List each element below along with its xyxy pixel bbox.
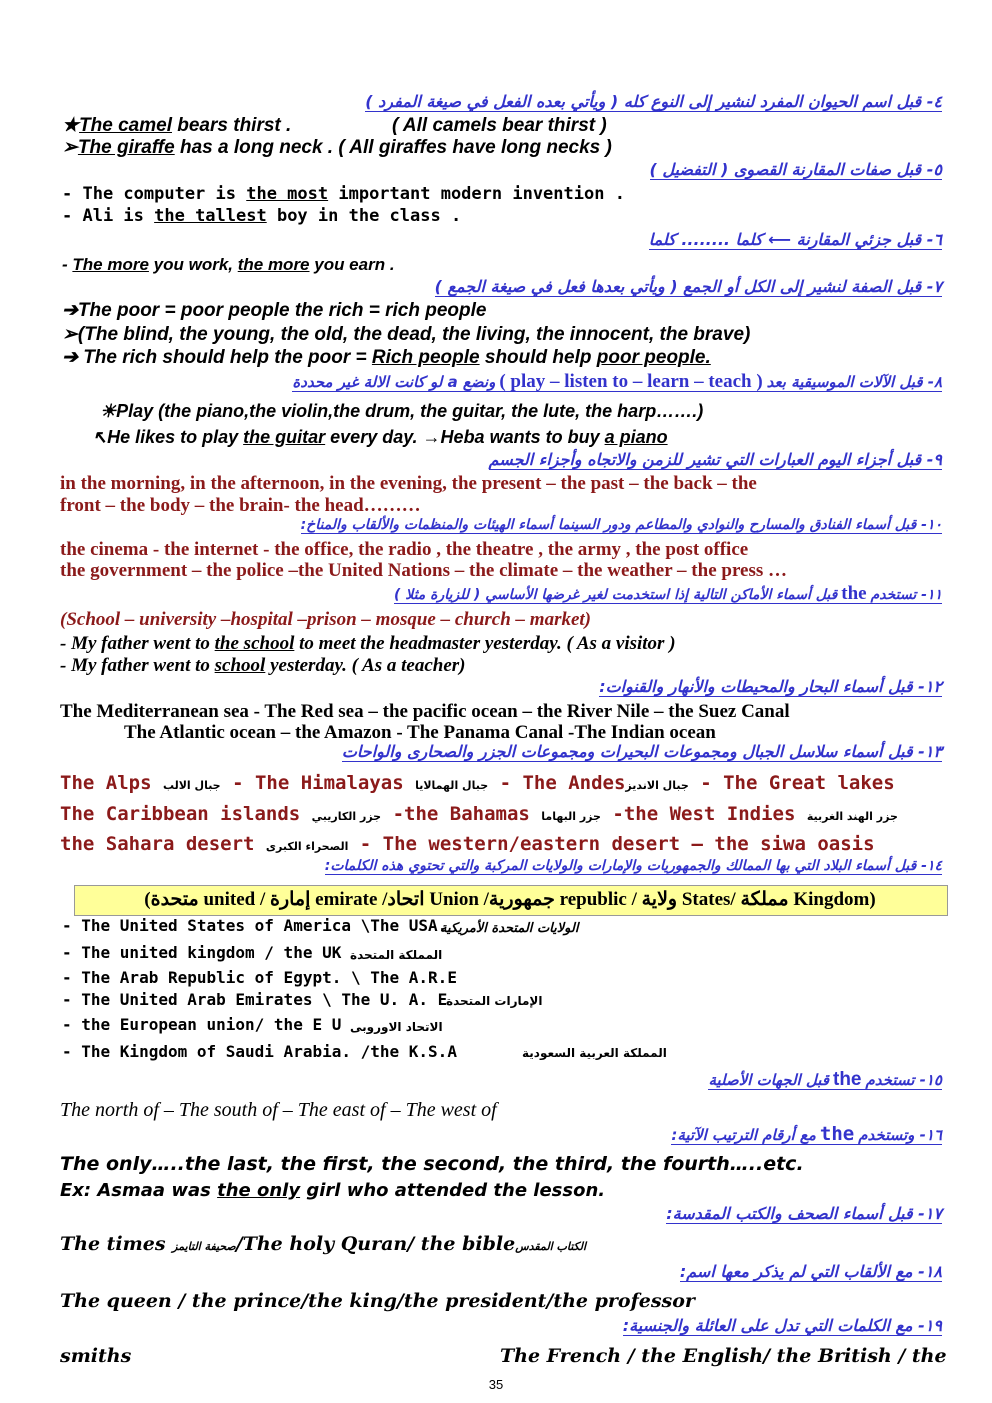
section-5-heading: ٥- قبل صفات المقارنة القصوى ( التفضيل ) [649,160,942,179]
s14-item-1-gloss: الولايات المتحدة الأمريكية [440,921,579,936]
underlined-phrase: poor people. [596,347,711,368]
text: girl who attended the lesson. [300,1180,606,1201]
text: - The Andes [488,772,626,794]
s13-row-1 [60,774,895,793]
underlined-phrase: the school [214,633,295,654]
s11-line-1: (School – university –hospital –prison – mosque – church – market) [60,609,592,630]
underlined-phrase: The camel [79,115,172,136]
section-10-heading: ١٠- قبل أسماء الفنادق والمسارح والنوادي والمطاعم ودور السينما أسماء الهيئات والمنظمات والألقاب والمناخ: [300,517,942,533]
arrow-bullet-icon: ➢ [62,137,78,158]
page-number: 35 [488,1377,504,1392]
s12-line-1: The Mediterranean sea - The Red sea – the pacific ocean – the River Nile – the Suez Canal [60,701,790,722]
heading-arabic: ١٥- تستخدم [865,1071,942,1089]
heading-english: the [841,583,867,604]
text: boy in the class . [266,206,462,226]
section-16-heading [671,1125,942,1145]
s5-line-1 [62,186,625,203]
text: important modern invention . [328,184,625,204]
heading-arabic: ١٦- وتستخدم [858,1126,942,1144]
underlined-phrase: The giraffe [77,137,175,158]
s4-line-1 [62,116,291,135]
heading-arabic-2: قبل أسماء الأماكن التالية إذا استخدمت لغير غرضها الأساسي ( للزيارة مثلا ) [393,587,838,603]
heading-english: ( play – listen to – learn – teach ) [499,371,763,392]
section-12-heading: ١٢- قبل أسماء البحار والمحيطات والأنهار والقنوات: [599,677,942,696]
section-7-heading: ٧- قبل الصفة لنشير إلى الكل أو الجمع ( ويأتي بعدها فعل في صيغة الجمع ) [434,277,942,296]
arabic-gloss: جبال الانديز [625,779,689,792]
underlined-phrase: Rich people [371,347,480,368]
s10-line-2: the government – the police –the United Nations – the climate – the weather – the press … [60,560,788,581]
arabic-gloss: جزر البهاما [541,810,601,823]
text: Ex: Asmaa was [60,1180,218,1201]
s14-item-2-gloss: المملكة المتحدة [350,948,443,962]
s14-item-2: - The united kingdom / the UK [62,943,342,962]
text: - The Great lakes [688,772,895,794]
arabic-gloss: صحيفة التايمز [172,1240,236,1253]
section-19-heading: ١٩- مع الكلمات التي تدل على العائلة والجنسية: [622,1316,942,1335]
s4-line-1-note: ( All camels bear thirst ) [392,115,607,136]
text: -the West Indies [600,803,807,825]
s7-line-1: ➔The poor = poor people the rich = rich people [62,300,487,321]
s14-item-4: - The United Arab Emirates \ The U. A. E [62,990,448,1009]
s8-line-1: ☀Play (the piano,the violin,the drum, the guitar, the lute, the harp…….) [100,401,704,421]
s6-line-1 [62,256,395,273]
text: - Ali is [62,206,155,226]
s5-line-2 [62,208,461,225]
arabic-gloss: الكتاب المقدس [515,1240,587,1253]
s14-box-text: (Kingdom مملكة /States ولاية / republic جمهورية/ Union اتحاد/ emirate إمارة / united متحدة) [144,889,876,910]
text: The Alps [60,772,163,794]
s7-line-2: ➢(The blind, the young, the old, the dead, the living, the innocent, the brave) [62,324,751,345]
s14-item-3: - The Arab Republic of Egypt. \ The A.R.E [62,968,457,987]
heading-arabic: ٨- قبل الآلات الموسيقية بعد [766,373,942,391]
underlined-phrase: The more [72,255,149,274]
s14-item-5: - the European union/ the E U [62,1015,342,1034]
text: /The holy Quran/ the bible [235,1233,516,1255]
text: ↖He likes to play [92,427,244,447]
s14-item-6-gloss: المملكة العربية السعودية [522,1046,667,1060]
text: - The Himalayas [220,772,416,794]
s16-line-1: The only…..the last, the first, the second, the third, the fourth…..etc. [60,1153,804,1175]
text: has a long neck . ( All giraffes have long necks ) [174,137,612,158]
arabic-gloss: جزر الهند الغربية [806,810,898,823]
text: should help [479,347,597,368]
s19-line-1: smiths [60,1345,132,1367]
text: bears thirst . [171,115,292,136]
text: - The computer is [62,184,247,204]
s10-line-1: the cinema - the internet - the office, the radio , the theatre , the army , the post office [60,539,749,560]
section-8-heading [292,372,942,392]
text: you earn . [309,255,395,274]
s12-line-2: The Atlantic ocean – the Amazon - The Panama Canal -The Indian ocean [124,722,716,743]
star-icon: ★ [62,115,80,136]
s9-line-2: front – the body – the brain- the head……… [60,495,421,516]
s14-item-4-gloss: الإمارات المتحدة [446,994,543,1008]
text: The Caribbean islands [60,803,312,825]
underlined-phrase: the guitar [243,427,326,447]
s19-line-2: The French / the English/ the British / the [500,1345,947,1367]
underlined-phrase: the most [246,184,329,204]
text: you work, [148,255,238,274]
s7-line-3 [62,348,711,367]
section-18-heading: ١٨- مع الألقاب التي لم يذكر معها اسم: [679,1262,942,1281]
underlined-phrase: the tallest [154,206,267,226]
underlined-phrase: school [214,655,266,676]
text: -the Bahamas [381,803,542,825]
text: to meet the headmaster yesterday. ( As a visitor ) [294,633,676,654]
underlined-phrase: a piano [604,427,668,447]
s13-row-2 [60,805,898,824]
text: the Sahara desert [60,833,266,855]
arabic-gloss: جزر الكاريبي [311,810,382,823]
text: - My father went to [60,655,215,676]
text: yesterday. ( As a teacher) [265,655,466,676]
heading-arabic: ١١- تستخدم [870,587,942,603]
section-13-heading: ١٣- قبل أسماء سلاسل الجبال ومجموعات البحيرات ومجموعات الجزر والصحارى والواحات [341,742,942,761]
text: - [62,255,73,274]
s16-line-2 [60,1182,605,1200]
section-4-heading: ٤- قبل اسم الحيوان المفرد لنشير إلى النوع كله ( ويأتي بعده الفعل في صيغة المفرد ) [365,92,942,111]
heading-arabic-2: مع أرقام الترتيب الآتية: [671,1126,816,1144]
text: ➔ The rich should help the poor = [62,347,372,368]
section-9-heading: ٩- قبل أجزاء اليوم العبارات التي تشير للزمن والاتجاه وأجزاء الجسم [488,450,942,469]
text: The times [60,1233,173,1255]
section-6-heading: ٦- قبل جزئي المقارنة ⟵ كلما ........ كلما [648,230,942,249]
heading-english: the [819,1123,855,1145]
s14-item-1: - The United States of America \The USA. [62,916,448,935]
heading-arabic-2: ونضع a لو كانت الالة غير محددة [292,373,496,391]
section-11-heading [394,584,942,604]
s11-line-2 [60,634,676,653]
section-15-heading [708,1070,942,1090]
underlined-phrase: the only [217,1180,301,1201]
text: - My father went to [60,633,215,654]
s14-item-5-gloss: الاتحاد الاوروبى [350,1020,443,1034]
underlined-phrase: the more [237,255,310,274]
text: - The western/eastern desert – the siwa oasis [348,833,875,855]
s18-line-1: The queen / the prince/the king/the president/the professor [60,1290,695,1312]
section-14-heading: ١٤- قبل أسماء البلاد التي بها الممالك والجمهوريات والإمارات والولايات المركبة والتي تحتوي هذه الكلمات: [324,858,942,874]
text: every day. →Heba wants to buy [325,427,605,447]
arabic-gloss: الصحراء الكبرى [265,840,349,853]
section-17-heading: ١٧- قبل أسماء الصحف والكتب المقدسة: [666,1204,942,1223]
s14-item-6: - The Kingdom of Saudi Arabia. /the K.S.A [62,1042,457,1061]
arabic-gloss: جبال الالب [162,779,221,792]
heading-english: the [833,1069,862,1090]
arabic-gloss: جبال الهمالايا [415,779,489,792]
s13-row-3 [60,835,875,854]
s15-line-1: The north of – The south of – The east of – The west of [60,1099,497,1121]
s17-line-1 [60,1235,586,1254]
s4-line-2 [62,138,612,157]
s9-line-1: in the morning, in the afternoon, in the evening, the present – the past – the back – the [60,473,757,494]
heading-arabic-2: قبل الجهات الأصلية [708,1071,829,1089]
s11-line-3 [60,656,465,675]
s8-line-2 [92,428,668,446]
